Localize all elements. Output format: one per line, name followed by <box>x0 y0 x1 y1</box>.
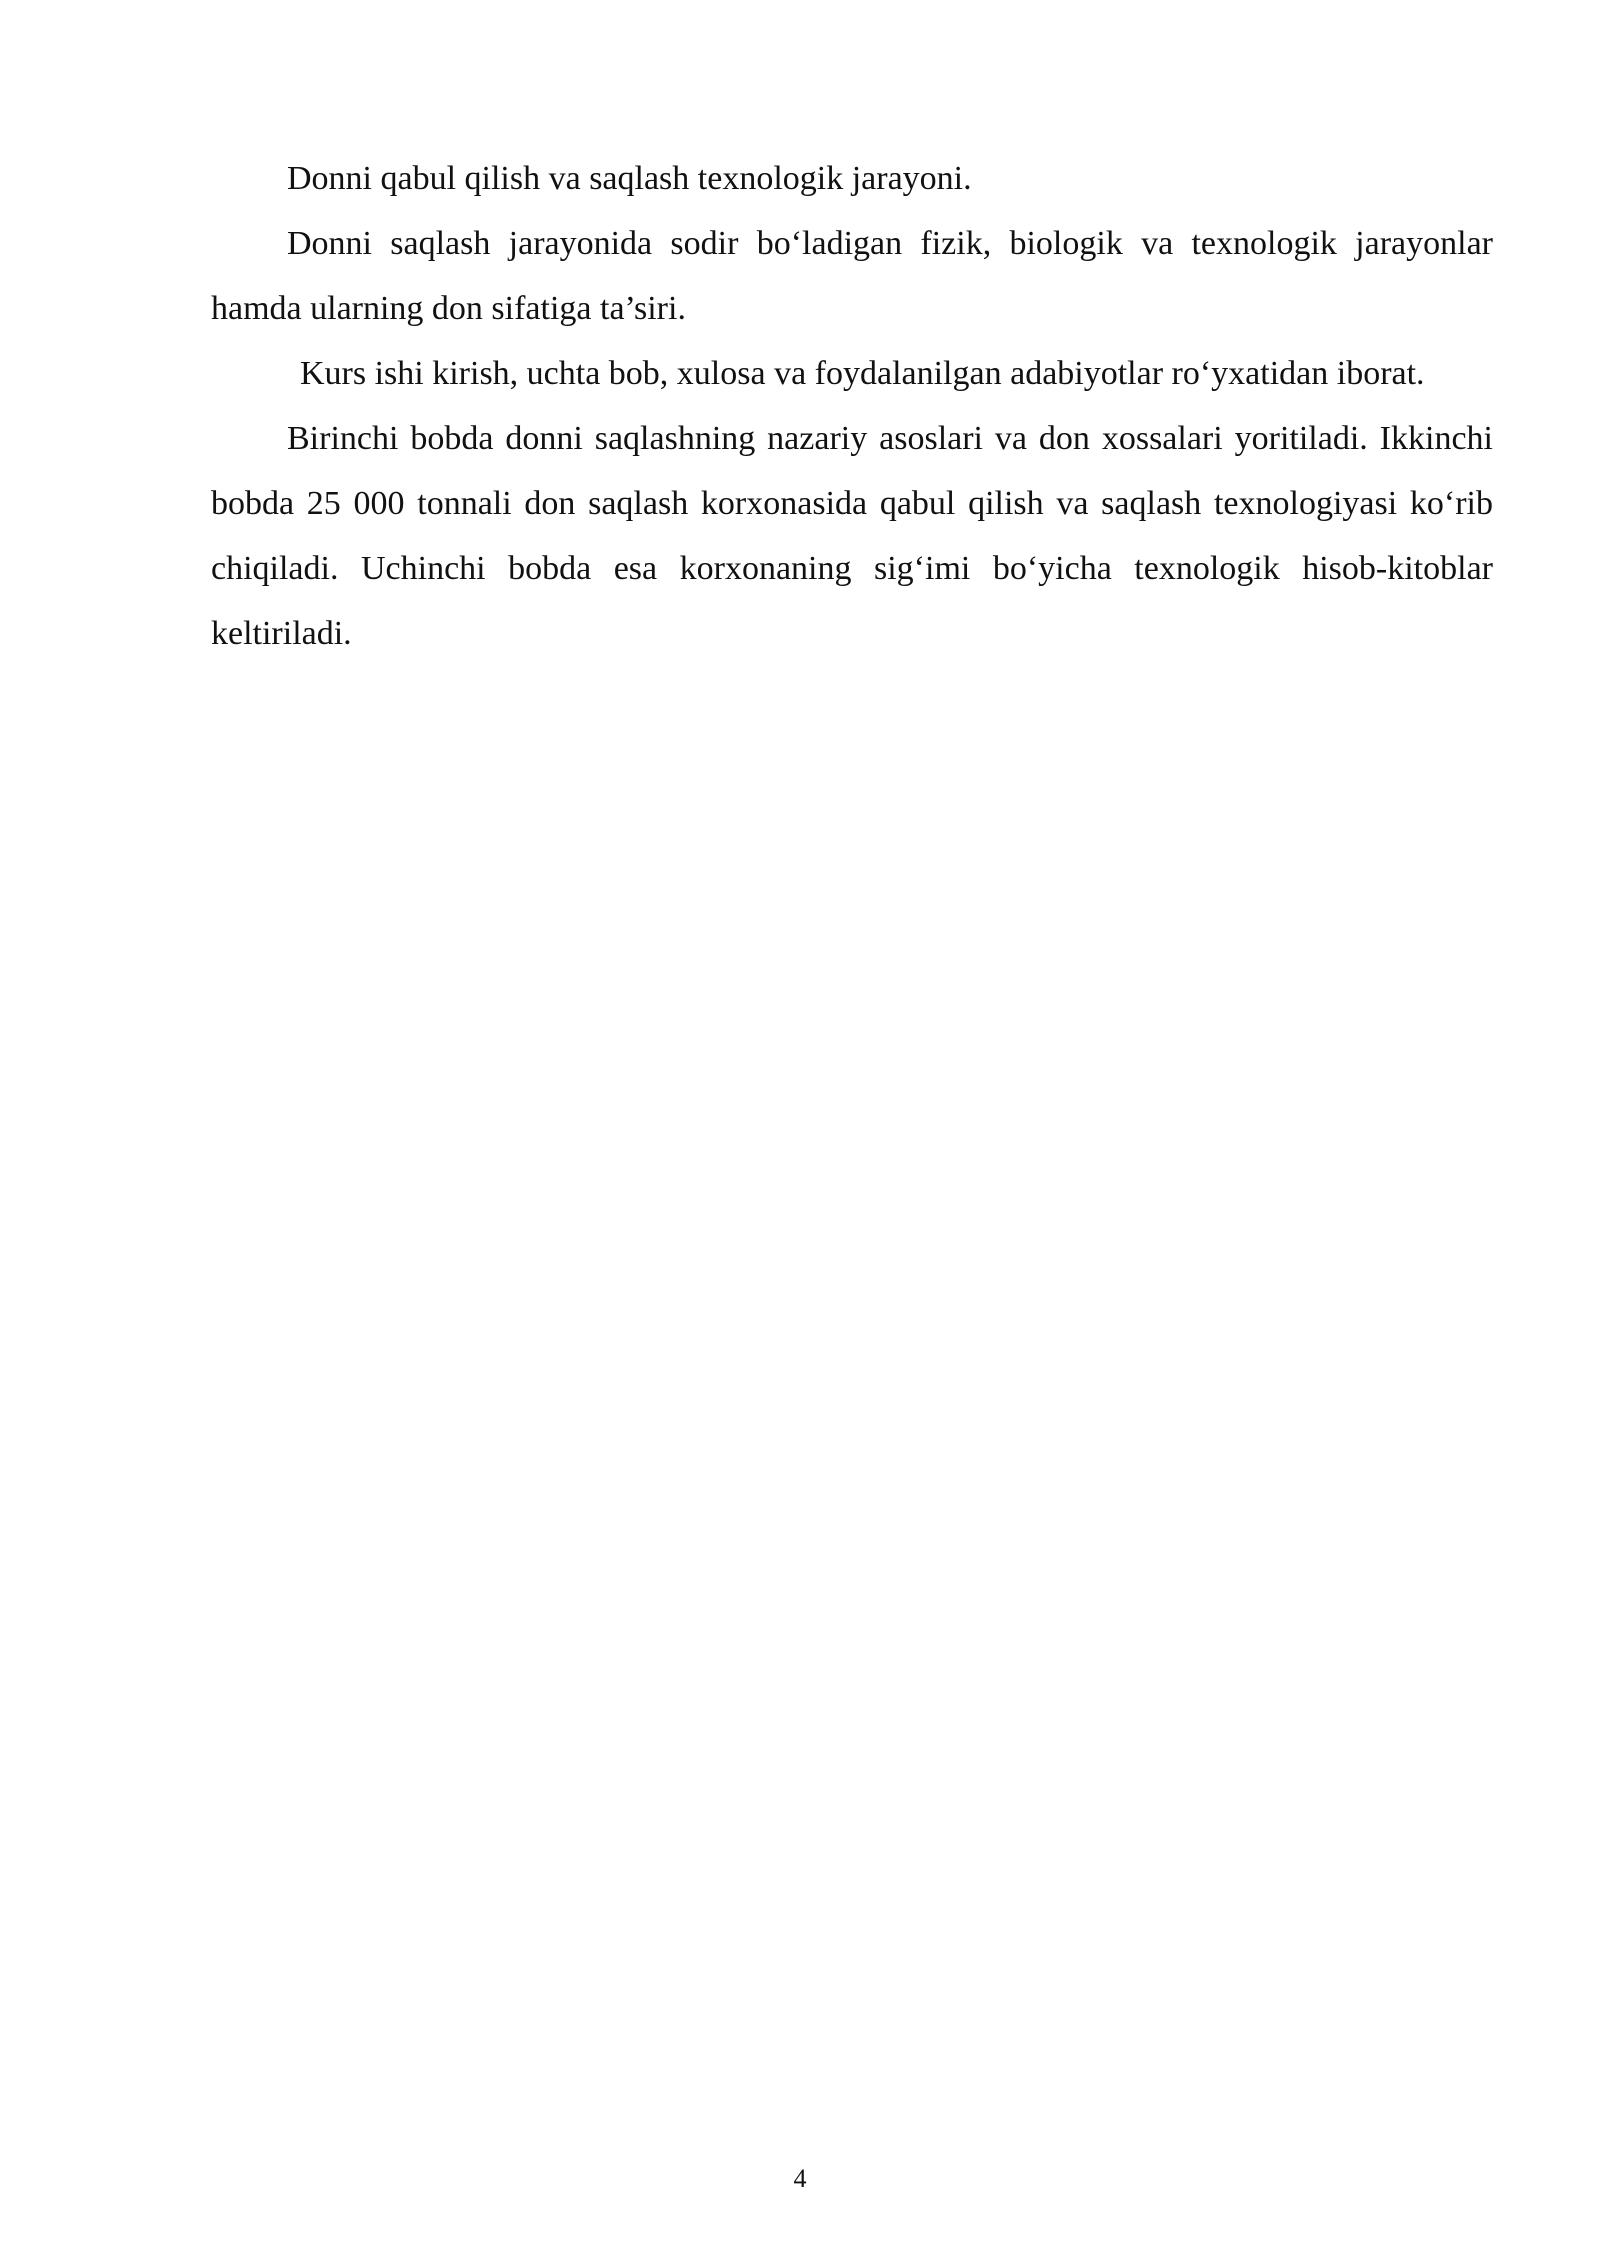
paragraph-topic-process: Donni qabul qilish va saqlash texnologik jarayoni. <box>287 160 972 197</box>
paragraph-course-structure: Kurs ishi kirish, uchta bob, xulosa va foydalanilgan adabiyotlar ro‘yxatidan iborat. <box>300 355 1425 392</box>
paragraph-chapter-overview: Birinchi bobda donni saqlashning nazariy asoslari va don xossalari yoritiladi. Ikkinchi bobda 25 000 tonnali don saqlash korxonasida qabul qilish va saqlash texnologiyasi ko‘rib chiqiladi. Uchinchi bobda esa korxonaning sig‘imi bo‘yicha texnologik hisob-kitoblar keltiriladi. <box>211 420 1493 652</box>
body-text <box>211 146 1493 666</box>
paragraph-topic-storage-processes: Donni saqlash jarayonida sodir bo‘ladigan fizik, biologik va texnologik jarayonlar hamda ularning don sifatiga ta’siri. <box>211 225 1493 327</box>
page-number: 4 <box>793 2164 807 2193</box>
